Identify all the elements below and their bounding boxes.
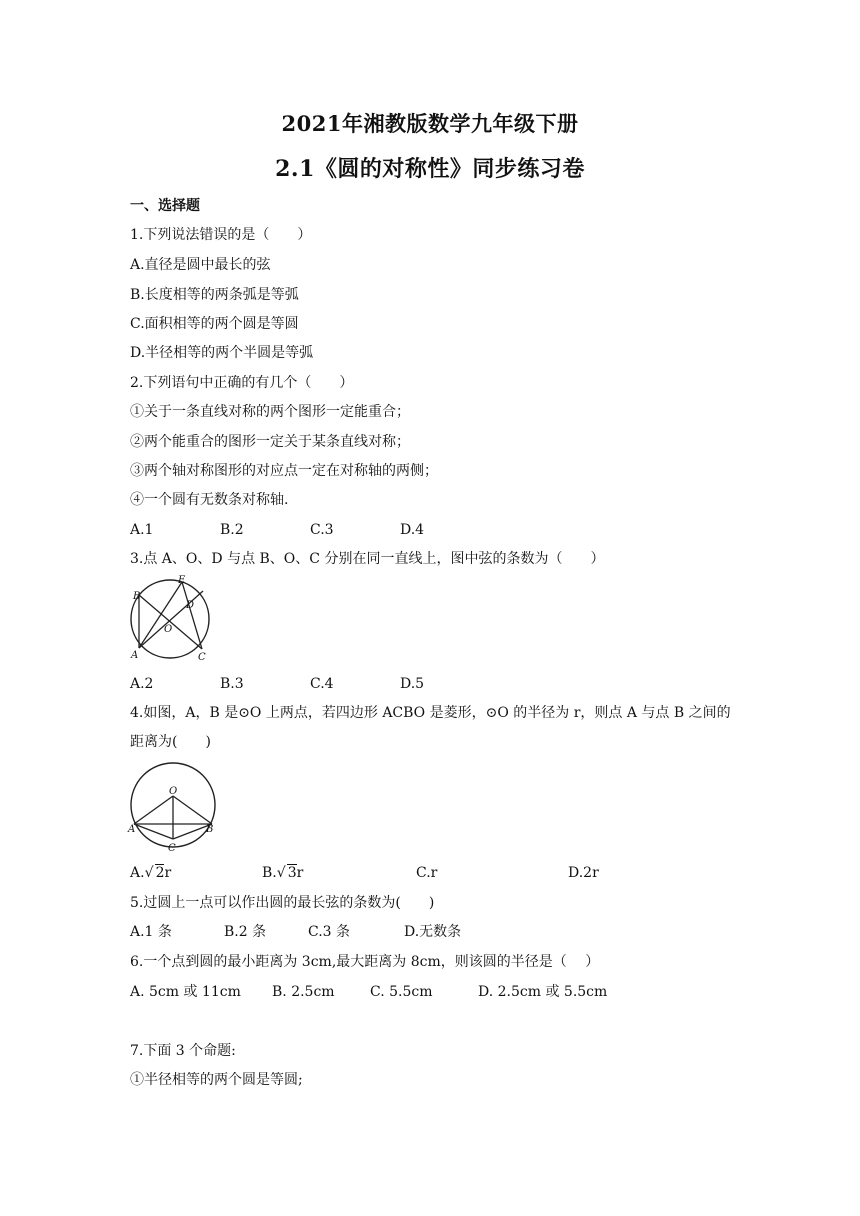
question-2-option-a: A.1 — [130, 522, 154, 538]
question-5-option-c: C.3 条 — [308, 924, 351, 940]
question-1-option-c: C.面积相等的两个圆是等圆 — [130, 316, 299, 332]
question-4-stem-line-2: 距离为( ) — [130, 734, 211, 750]
page-title: 2021年湘教版数学九年级下册 — [281, 111, 579, 136]
option-b-prefix: B. — [262, 865, 277, 881]
segment-ob — [173, 796, 212, 824]
label-b: B — [206, 824, 214, 835]
question-1-stem: 1.下列说法错误的是（ ） — [130, 227, 312, 243]
question-2-stem: 2.下列语句中正确的有几个（ ） — [130, 375, 354, 391]
question-7-statement-1: ①半径相等的两个圆是等圆; — [130, 1072, 303, 1088]
label-c: C — [198, 652, 206, 663]
question-6-option-c: C. 5.5cm — [370, 984, 433, 1000]
radicand: 3 — [287, 865, 297, 881]
question-1-option-b: B.长度相等的两条弧是等弧 — [130, 287, 299, 303]
page-subtitle: 2.1《圆的对称性》同步练习卷 — [275, 156, 585, 182]
question-3-figure — [126, 574, 218, 664]
label-b: B — [133, 591, 141, 602]
question-2-statement-4: ④一个圆有无数条对称轴. — [130, 492, 289, 508]
question-5-option-d: D.无数条 — [404, 924, 462, 940]
question-2-option-b: B.2 — [220, 522, 244, 538]
question-2-option-d: D.4 — [400, 522, 425, 538]
question-6-option-a: A. 5cm 或 11cm — [130, 984, 241, 1000]
option-a-prefix: A. — [130, 865, 145, 881]
question-1-option-a: A.直径是圆中最长的弦 — [130, 257, 271, 273]
question-2-statement-3: ③两个轴对称图形的对应点一定在对称轴的两侧； — [130, 463, 438, 479]
circle-outline — [131, 580, 209, 658]
label-o: O — [164, 624, 173, 635]
question-4-option-b — [262, 864, 303, 882]
question-1-option-d: D.半径相等的两个半圆是等弧 — [130, 345, 314, 361]
label-a: A — [131, 650, 139, 661]
label-d: D — [186, 600, 195, 611]
question-2-option-c: C.3 — [310, 522, 334, 538]
option-b-suffix: r — [296, 865, 304, 881]
section-heading: 一、选择题 — [130, 198, 200, 214]
question-4-option-a — [130, 864, 171, 882]
question-4-stem-line-1: 4.如图，A，B 是⊙O 上两点，若四边形 ACBO 是菱形，⊙O 的半径为 r，则点 A 与点 B 之间的 — [130, 705, 731, 721]
question-5-option-a: A.1 条 — [130, 924, 172, 940]
question-3-option-c: C.4 — [310, 676, 334, 692]
question-6-option-b: B. 2.5cm — [272, 984, 335, 1000]
label-c: C — [168, 843, 176, 854]
question-6-option-d: D. 2.5cm 或 5.5cm — [478, 984, 608, 1000]
label-o: O — [169, 786, 178, 797]
question-3-option-b: B.3 — [220, 676, 244, 692]
question-3-stem: 3.点 A、O、D 与点 B、O、C 分别在同一直线上，图中弦的条数为（ ） — [130, 551, 605, 567]
label-e: E — [178, 575, 186, 586]
question-2-statement-2: ②两个能重合的图形一定关于某条直线对称； — [130, 434, 410, 450]
option-a-suffix: r — [164, 865, 172, 881]
question-4-option-d: D.2r — [568, 865, 599, 881]
question-2-statement-1: ①关于一条直线对称的两个图形一定能重合； — [130, 404, 410, 420]
question-7-stem: 7.下面 3 个命题: — [130, 1043, 236, 1059]
radicand: 2 — [155, 865, 165, 881]
question-3-option-d: D.5 — [400, 676, 425, 692]
question-4-figure — [126, 760, 222, 856]
question-5-option-b: B.2 条 — [224, 924, 267, 940]
sqrt-symbol — [145, 865, 165, 881]
question-3-option-a: A.2 — [130, 676, 154, 692]
question-4-option-c: C.r — [416, 865, 438, 881]
question-6-stem: 6.一个点到圆的最小距离为 3cm,最大距离为 8cm，则该圆的半径是（ ） — [130, 954, 600, 970]
sqrt-symbol — [277, 865, 297, 881]
question-5-stem: 5.过圆上一点可以作出圆的最长弦的条数为( ) — [130, 895, 435, 911]
segment-oa — [134, 796, 173, 824]
label-a: A — [128, 824, 136, 835]
